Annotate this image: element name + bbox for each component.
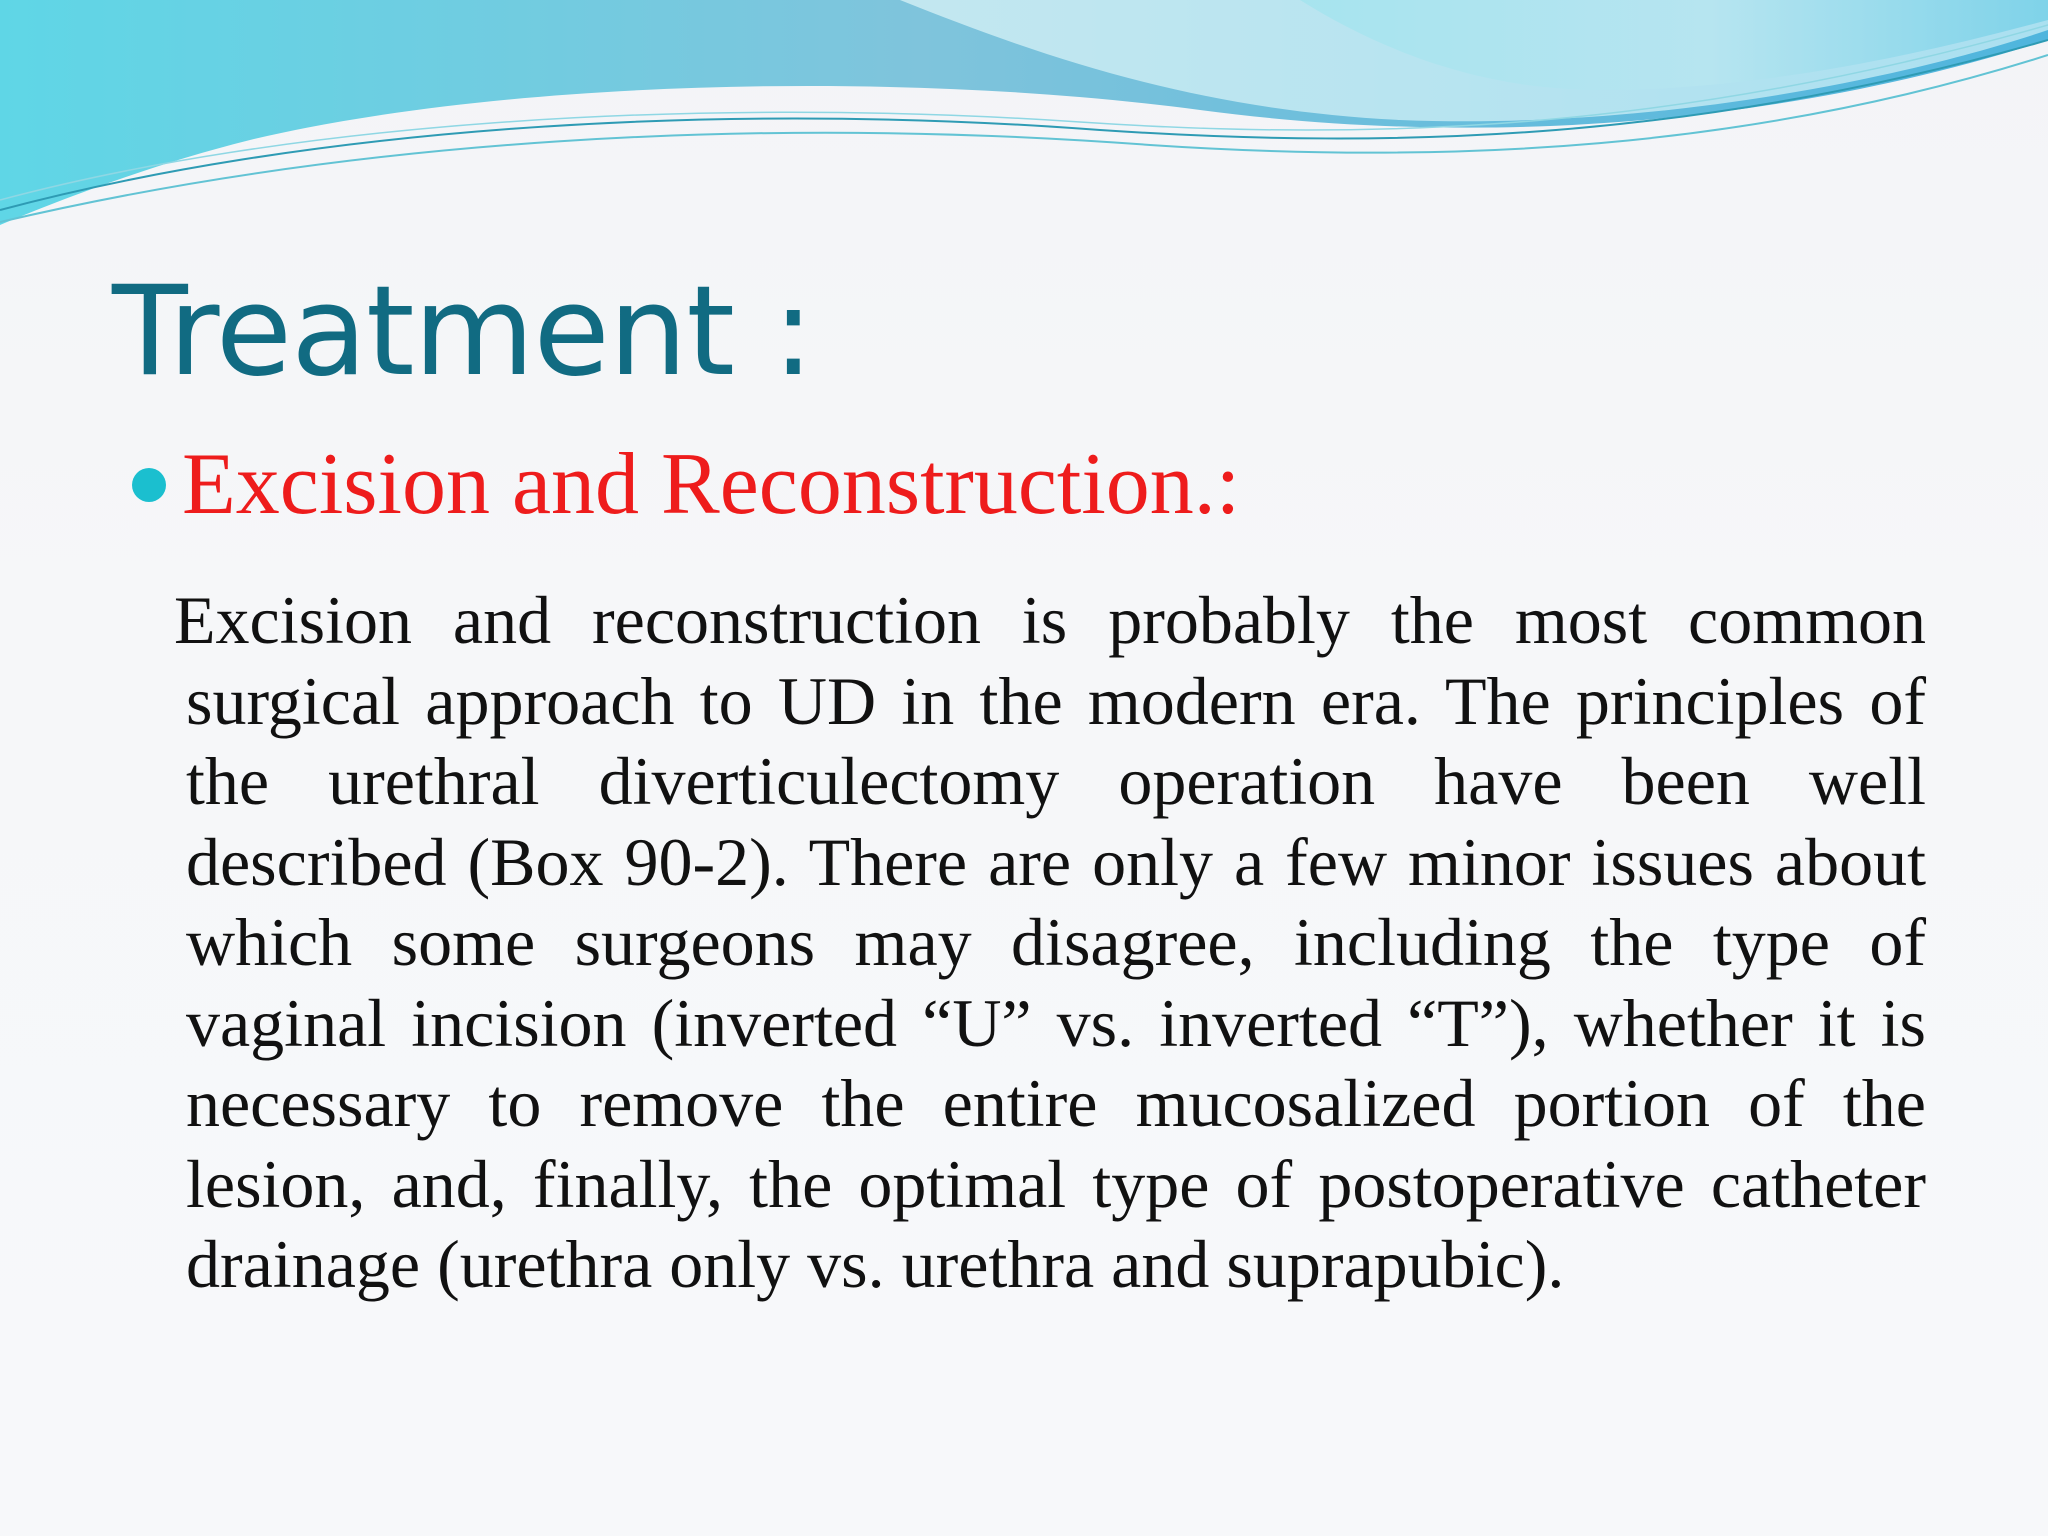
bullet-item (132, 430, 1240, 540)
slide-title: Treatment : (112, 260, 814, 404)
bullet-dot-icon (132, 468, 166, 502)
bullet-heading: Excision and Reconstruction.: (182, 436, 1241, 533)
body-paragraph: Excision and reconstruction is probably the most common surgical approach to UD in the modern era. The principles of the urethral diverticulectomy operation have been well described (Box 90-2). There are only a few minor issues about which some surgeons may disagree, including the type of vaginal incision (inverted “U” vs. inverted “T”), whether it is necessary to remove the entire mucosalized portion of the lesion, and, finally, the optimal type of postoperative catheter drainage (urethra only vs. urethra and suprapubic). (174, 582, 1926, 1302)
decorative-wave-header (0, 0, 2048, 240)
